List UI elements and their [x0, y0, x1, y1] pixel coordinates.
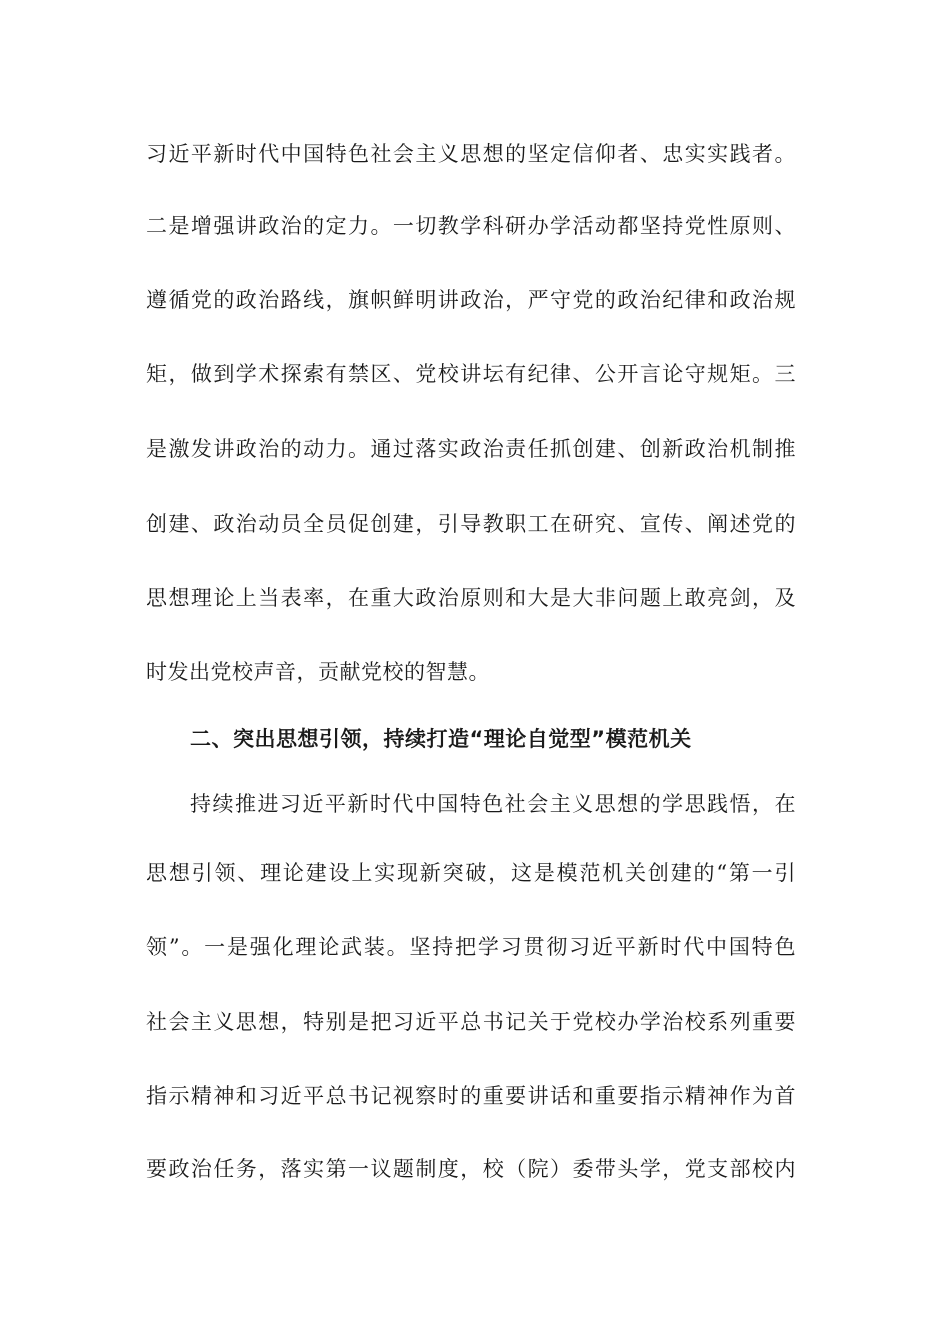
- text-line: 思想理论上当表率，在重大政治原则和大是大非问题上敢亮剑，及: [146, 586, 796, 610]
- text-line: 时发出党校声音，贡献党校的智慧。: [146, 660, 490, 684]
- text-line: 思想引领、理论建设上实现新突破，这是模范机关创建的“第一引: [146, 861, 796, 885]
- text-line: 要政治任务，落实第一议题制度，校（院）委带头学，党支部校内: [146, 1157, 796, 1181]
- text-line: 领”。一是强化理论武装。坚持把学习贯彻习近平新时代中国特色: [146, 935, 796, 959]
- text-line: 指示精神和习近平总书记视察时的重要讲话和重要指示精神作为首: [146, 1084, 796, 1108]
- text-line: 持续推进习近平新时代中国特色社会主义思想的学思践悟，在: [190, 792, 796, 816]
- text-line: 习近平新时代中国特色社会主义思想的坚定信仰者、忠实实践者。: [146, 142, 796, 166]
- section-heading: 二、突出思想引领，持续打造“理论自觉型”模范机关: [190, 727, 692, 751]
- text-line: 矩，做到学术探索有禁区、党校讲坛有纪律、公开言论守规矩。三: [146, 362, 796, 386]
- text-line: 创建、政治动员全员促创建，引导教职工在研究、宣传、阐述党的: [146, 512, 796, 536]
- text-line: 是激发讲政治的动力。通过落实政治责任抓创建、创新政治机制推: [146, 437, 796, 461]
- text-line: 社会主义思想，特别是把习近平总书记关于党校办学治校系列重要: [146, 1010, 796, 1034]
- text-line: 遵循党的政治路线，旗帜鲜明讲政治，严守党的政治纪律和政治规: [146, 288, 796, 312]
- text-line: 二是增强讲政治的定力。一切教学科研办学活动都坚持党性原则、: [146, 214, 796, 238]
